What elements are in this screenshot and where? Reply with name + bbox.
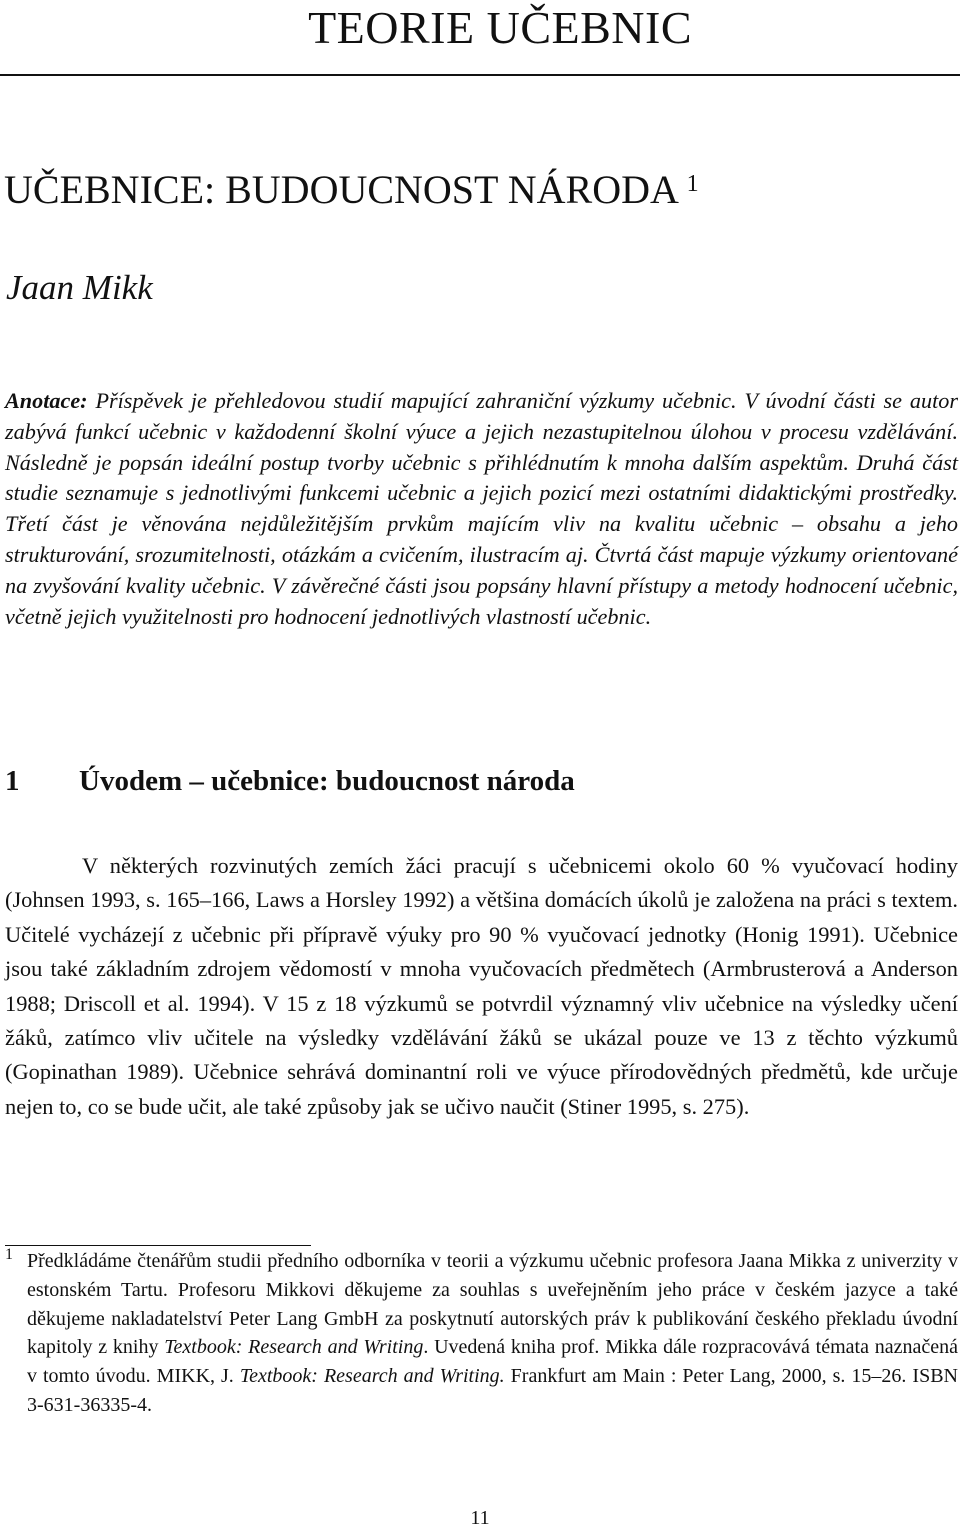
- page-number: 11: [470, 1507, 490, 1529]
- author-name: Jaan Mikk: [6, 268, 153, 307]
- footnote-part-3: Frankfurt am Main : Peter Lang, 2000, s. 15–26. ISBN 3-631-36335-4.: [27, 1365, 958, 1416]
- footnote-text: [5, 1247, 958, 1420]
- running-head: TEORIE UČEBNIC: [308, 2, 692, 53]
- article-title-text: UČEBNICE: BUDOUCNOST NÁRODA: [4, 167, 677, 212]
- footnote-book-title: Textbook: Research and Writing: [164, 1336, 424, 1359]
- abstract-text: Příspěvek je přehledovou studií mapující zahraniční výzkumy učebnic. V úvodní části se autor zabývá funkcí učebnic v každodenní školní výuce a jejich nezastupitelnou úlohou v procesu vzdělávání. Následně je popsán ideální postup tvorby učebnic s přihlédnutím k mnoha dalším aspektům. Druhá část studie seznamuje s jednotlivými funkcemi učebnic a jejich pozicí mezi ostatními didaktickými prostředky. Třetí část je věnována nejdůležitějším prvkům majícím vliv na kvalitu učebnic – obsahu a jeho strukturování, srozumitelnosti, otázkám a cvičením, ilustracím aj. Čtvrtá část mapuje výzkumy orientované na zvyšování kvality učebnic. V závěrečné části jsou popsány hlavní přístupy a metody hodnocení učebnic, včetně jejich využitelnosti pro hodnocení jednotlivých vlastností učebnic.: [5, 388, 958, 629]
- section-number: 1: [5, 765, 20, 797]
- header-rule: [0, 74, 960, 76]
- footnote-rule: [5, 1245, 311, 1246]
- article-title: [4, 166, 699, 214]
- abstract: [5, 386, 958, 632]
- section-heading: [5, 763, 575, 799]
- footnote-part-1: Předkládáme čtenářům studii předního odborníka v teorii a výzkumu učebnic profesora Jaana Mikka z univerzity v estonském Tartu. Profesoru Mikkovi děkujeme za souhlas s uveřejněním jeho práce v českém jazyce a také děkujeme nakladatelství Peter Lang GmbH za poskytnutí autorských práv k publikování českého překladu úvodní kapitoly z knihy: [27, 1250, 958, 1359]
- section-title: Úvodem – učebnice: budoucnost národa: [79, 765, 575, 797]
- title-footnote-mark: 1: [686, 171, 699, 197]
- footnote-mark: 1: [5, 1246, 13, 1263]
- footnote: [5, 1247, 958, 1420]
- footnote-part-2: . Uvedená kniha prof. Mikka dále rozpracovává témata naznačená v tomto úvodu. MIKK, J.: [27, 1336, 959, 1388]
- body-paragraph: V některých rozvinutých zemích žáci pracují s učebnicemi okolo 60 % vyučovací hodiny (Johnsen 1993, s. 165–166, Laws a Horsley 1992) a většina domácích úkolů je založena na práci s textem. Učitelé vycházejí z učebnic při přípravě výuky pro 90 % vyučovací jednotky (Honig 1991). Učebnice jsou také základním zdrojem vědomostí v mnoha vyučovacích předmětech (Armbrusterová a Anderson 1988; Driscoll et al. 1994). V 15 z 18 výzkumů se potvrdil významný vliv učebnice na výsledky učení žáků, zatímco vliv učitele na výsledky vzdělávání žáků se ukázal pouze ve 13 z těchto výzkumů (Gopinathan 1989). Učebnice sehrává dominantní roli ve výuce přírodovědných předmětů, kde určuje nejen to, co se bude učit, ale také způsoby jak se učivo naučit (Stiner 1995, s. 275).: [5, 853, 958, 1119]
- abstract-label: Anotace:: [5, 388, 88, 413]
- footnote-book-title-2: Textbook: Research and Writing.: [239, 1365, 505, 1388]
